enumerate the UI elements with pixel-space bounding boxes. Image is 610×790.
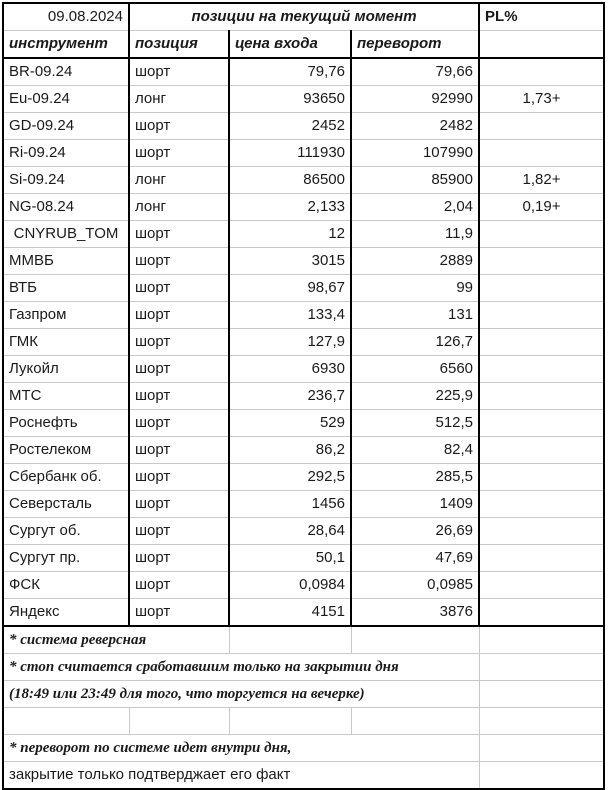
cell-reversal: 2,04 <box>351 194 479 221</box>
table-row <box>3 410 604 437</box>
cell-reversal: 512,5 <box>351 410 479 437</box>
table-row <box>3 491 604 518</box>
table-row-title <box>3 3 604 31</box>
cell-entry-price: 111930 <box>229 140 351 167</box>
cell-entry-price: 0,0984 <box>229 572 351 599</box>
cell-instrument: Сургут об. <box>3 518 129 545</box>
cell-entry-price: 1456 <box>229 491 351 518</box>
cell-position: шорт <box>129 58 229 86</box>
cell-instrument: ФСК <box>3 572 129 599</box>
cell-reversal: 285,5 <box>351 464 479 491</box>
note-spacer-cell <box>229 626 351 654</box>
note-spacer-cell <box>351 708 479 735</box>
cell-entry-price: 79,76 <box>229 58 351 86</box>
table-row <box>3 329 604 356</box>
cell-entry-price: 86,2 <box>229 437 351 464</box>
cell-instrument: BR-09.24 <box>3 58 129 86</box>
note-spacer-cell <box>479 654 604 681</box>
cell-entry-price: 93650 <box>229 86 351 113</box>
cell-reversal: 126,7 <box>351 329 479 356</box>
table-row <box>3 221 604 248</box>
cell-entry-price: 133,4 <box>229 302 351 329</box>
cell-instrument: Eu-09.24 <box>3 86 129 113</box>
cell-instrument: ММВБ <box>3 248 129 275</box>
table-row <box>3 356 604 383</box>
cell-pl <box>479 248 604 275</box>
cell-entry-price: 127,9 <box>229 329 351 356</box>
cell-pl <box>479 437 604 464</box>
column-header-instrument: инструмент <box>3 31 129 59</box>
cell-instrument: ВТБ <box>3 275 129 302</box>
cell-reversal: 79,66 <box>351 58 479 86</box>
table-row <box>3 194 604 221</box>
cell-pl <box>479 599 604 627</box>
cell-position: шорт <box>129 572 229 599</box>
cell-instrument: ГМК <box>3 329 129 356</box>
cell-position: шорт <box>129 437 229 464</box>
cell-position: шорт <box>129 383 229 410</box>
table-row <box>3 383 604 410</box>
cell-position: шорт <box>129 356 229 383</box>
cell-entry-price: 2,133 <box>229 194 351 221</box>
cell-entry-price: 529 <box>229 410 351 437</box>
note-spacer-cell <box>129 708 229 735</box>
cell-reversal: 1409 <box>351 491 479 518</box>
note-spacer-cell <box>479 735 604 762</box>
cell-position: шорт <box>129 302 229 329</box>
cell-reversal: 11,9 <box>351 221 479 248</box>
cell-pl <box>479 491 604 518</box>
table-row <box>3 599 604 627</box>
table-row <box>3 302 604 329</box>
note-row-4 <box>3 735 604 762</box>
banner-title: позиции на текущий момент <box>129 3 479 31</box>
cell-instrument: CNYRUB_TOM <box>3 221 129 248</box>
cell-entry-price: 2452 <box>229 113 351 140</box>
cell-pl <box>479 383 604 410</box>
note-row-spacer <box>3 708 604 735</box>
cell-instrument: Ri-09.24 <box>3 140 129 167</box>
cell-position: лонг <box>129 86 229 113</box>
cell-instrument: Лукойл <box>3 356 129 383</box>
cell-position: шорт <box>129 113 229 140</box>
note-spacer-cell <box>479 762 604 790</box>
table-row <box>3 275 604 302</box>
cell-reversal: 0,0985 <box>351 572 479 599</box>
table-row <box>3 167 604 194</box>
cell-position: шорт <box>129 545 229 572</box>
note-spacer-cell <box>3 708 129 735</box>
table-row <box>3 437 604 464</box>
cell-pl <box>479 329 604 356</box>
cell-reversal: 6560 <box>351 356 479 383</box>
cell-position: шорт <box>129 464 229 491</box>
cell-instrument: Роснефть <box>3 410 129 437</box>
table-row <box>3 518 604 545</box>
cell-instrument: МТС <box>3 383 129 410</box>
cell-reversal: 3876 <box>351 599 479 627</box>
cell-pl <box>479 113 604 140</box>
cell-instrument: Яндекс <box>3 599 129 627</box>
cell-pl <box>479 410 604 437</box>
note-spacer-cell <box>479 626 604 654</box>
note-row-5 <box>3 762 604 790</box>
column-header-entry-price: цена входа <box>229 31 351 59</box>
note-text-stop-rule: * стоп считается сработавшим только на закрытии дня <box>3 654 479 681</box>
cell-instrument: Ростелеком <box>3 437 129 464</box>
note-text-close-confirms: закрытие только подтверджает его факт <box>3 762 479 790</box>
cell-instrument: Si-09.24 <box>3 167 129 194</box>
cell-reversal: 99 <box>351 275 479 302</box>
note-spacer-cell <box>479 681 604 708</box>
cell-reversal: 85900 <box>351 167 479 194</box>
column-header-position: позиция <box>129 31 229 59</box>
cell-entry-price: 12 <box>229 221 351 248</box>
cell-position: шорт <box>129 275 229 302</box>
note-row-3 <box>3 681 604 708</box>
cell-reversal: 82,4 <box>351 437 479 464</box>
cell-pl <box>479 140 604 167</box>
cell-pl <box>479 356 604 383</box>
cell-reversal: 225,9 <box>351 383 479 410</box>
cell-reversal: 26,69 <box>351 518 479 545</box>
positions-spreadsheet <box>2 2 605 790</box>
cell-entry-price: 98,67 <box>229 275 351 302</box>
cell-reversal: 2482 <box>351 113 479 140</box>
cell-position: шорт <box>129 491 229 518</box>
cell-pl <box>479 572 604 599</box>
cell-pl <box>479 221 604 248</box>
note-spacer-cell <box>229 708 351 735</box>
cell-position: шорт <box>129 248 229 275</box>
table-header-row <box>3 31 604 59</box>
cell-instrument: Сургут пр. <box>3 545 129 572</box>
table-row <box>3 248 604 275</box>
note-text-reversal-intraday: * переворот по системе идет внутри дня, <box>3 735 479 762</box>
cell-entry-price: 28,64 <box>229 518 351 545</box>
cell-pl <box>479 58 604 86</box>
cell-position: шорт <box>129 410 229 437</box>
table-row <box>3 464 604 491</box>
cell-pl <box>479 275 604 302</box>
column-header-reversal: переворот <box>351 31 479 59</box>
cell-reversal: 2889 <box>351 248 479 275</box>
cell-instrument: NG-08.24 <box>3 194 129 221</box>
cell-reversal: 131 <box>351 302 479 329</box>
cell-reversal: 92990 <box>351 86 479 113</box>
cell-pl <box>479 545 604 572</box>
table-row <box>3 86 604 113</box>
note-text-session-times: (18:49 или 23:49 для того, что торгуется на вечерке) <box>3 681 479 708</box>
cell-position: лонг <box>129 194 229 221</box>
cell-reversal: 107990 <box>351 140 479 167</box>
table-row <box>3 572 604 599</box>
table-row <box>3 113 604 140</box>
note-row-1 <box>3 626 604 654</box>
note-spacer-cell <box>351 626 479 654</box>
column-header-pl <box>479 31 604 59</box>
cell-entry-price: 86500 <box>229 167 351 194</box>
table-row <box>3 58 604 86</box>
report-date: 09.08.2024 <box>3 3 129 31</box>
cell-position: лонг <box>129 167 229 194</box>
note-row-2 <box>3 654 604 681</box>
cell-pl <box>479 302 604 329</box>
cell-reversal: 47,69 <box>351 545 479 572</box>
cell-position: шорт <box>129 140 229 167</box>
cell-position: шорт <box>129 599 229 627</box>
cell-pl: 1,82+ <box>479 167 604 194</box>
cell-instrument: Сбербанк об. <box>3 464 129 491</box>
table-row <box>3 140 604 167</box>
cell-entry-price: 6930 <box>229 356 351 383</box>
cell-instrument: Газпром <box>3 302 129 329</box>
cell-position: шорт <box>129 518 229 545</box>
cell-entry-price: 292,5 <box>229 464 351 491</box>
cell-position: шорт <box>129 329 229 356</box>
cell-entry-price: 50,1 <box>229 545 351 572</box>
cell-pl: 1,73+ <box>479 86 604 113</box>
cell-instrument: Северсталь <box>3 491 129 518</box>
cell-entry-price: 236,7 <box>229 383 351 410</box>
cell-position: шорт <box>129 221 229 248</box>
note-text-system-reverse: * система реверсная <box>3 626 229 654</box>
cell-entry-price: 4151 <box>229 599 351 627</box>
cell-pl <box>479 464 604 491</box>
note-spacer-cell <box>479 708 604 735</box>
table-row <box>3 545 604 572</box>
cell-entry-price: 3015 <box>229 248 351 275</box>
pl-header: PL% <box>479 3 604 31</box>
cell-instrument: GD-09.24 <box>3 113 129 140</box>
cell-pl <box>479 518 604 545</box>
cell-pl: 0,19+ <box>479 194 604 221</box>
